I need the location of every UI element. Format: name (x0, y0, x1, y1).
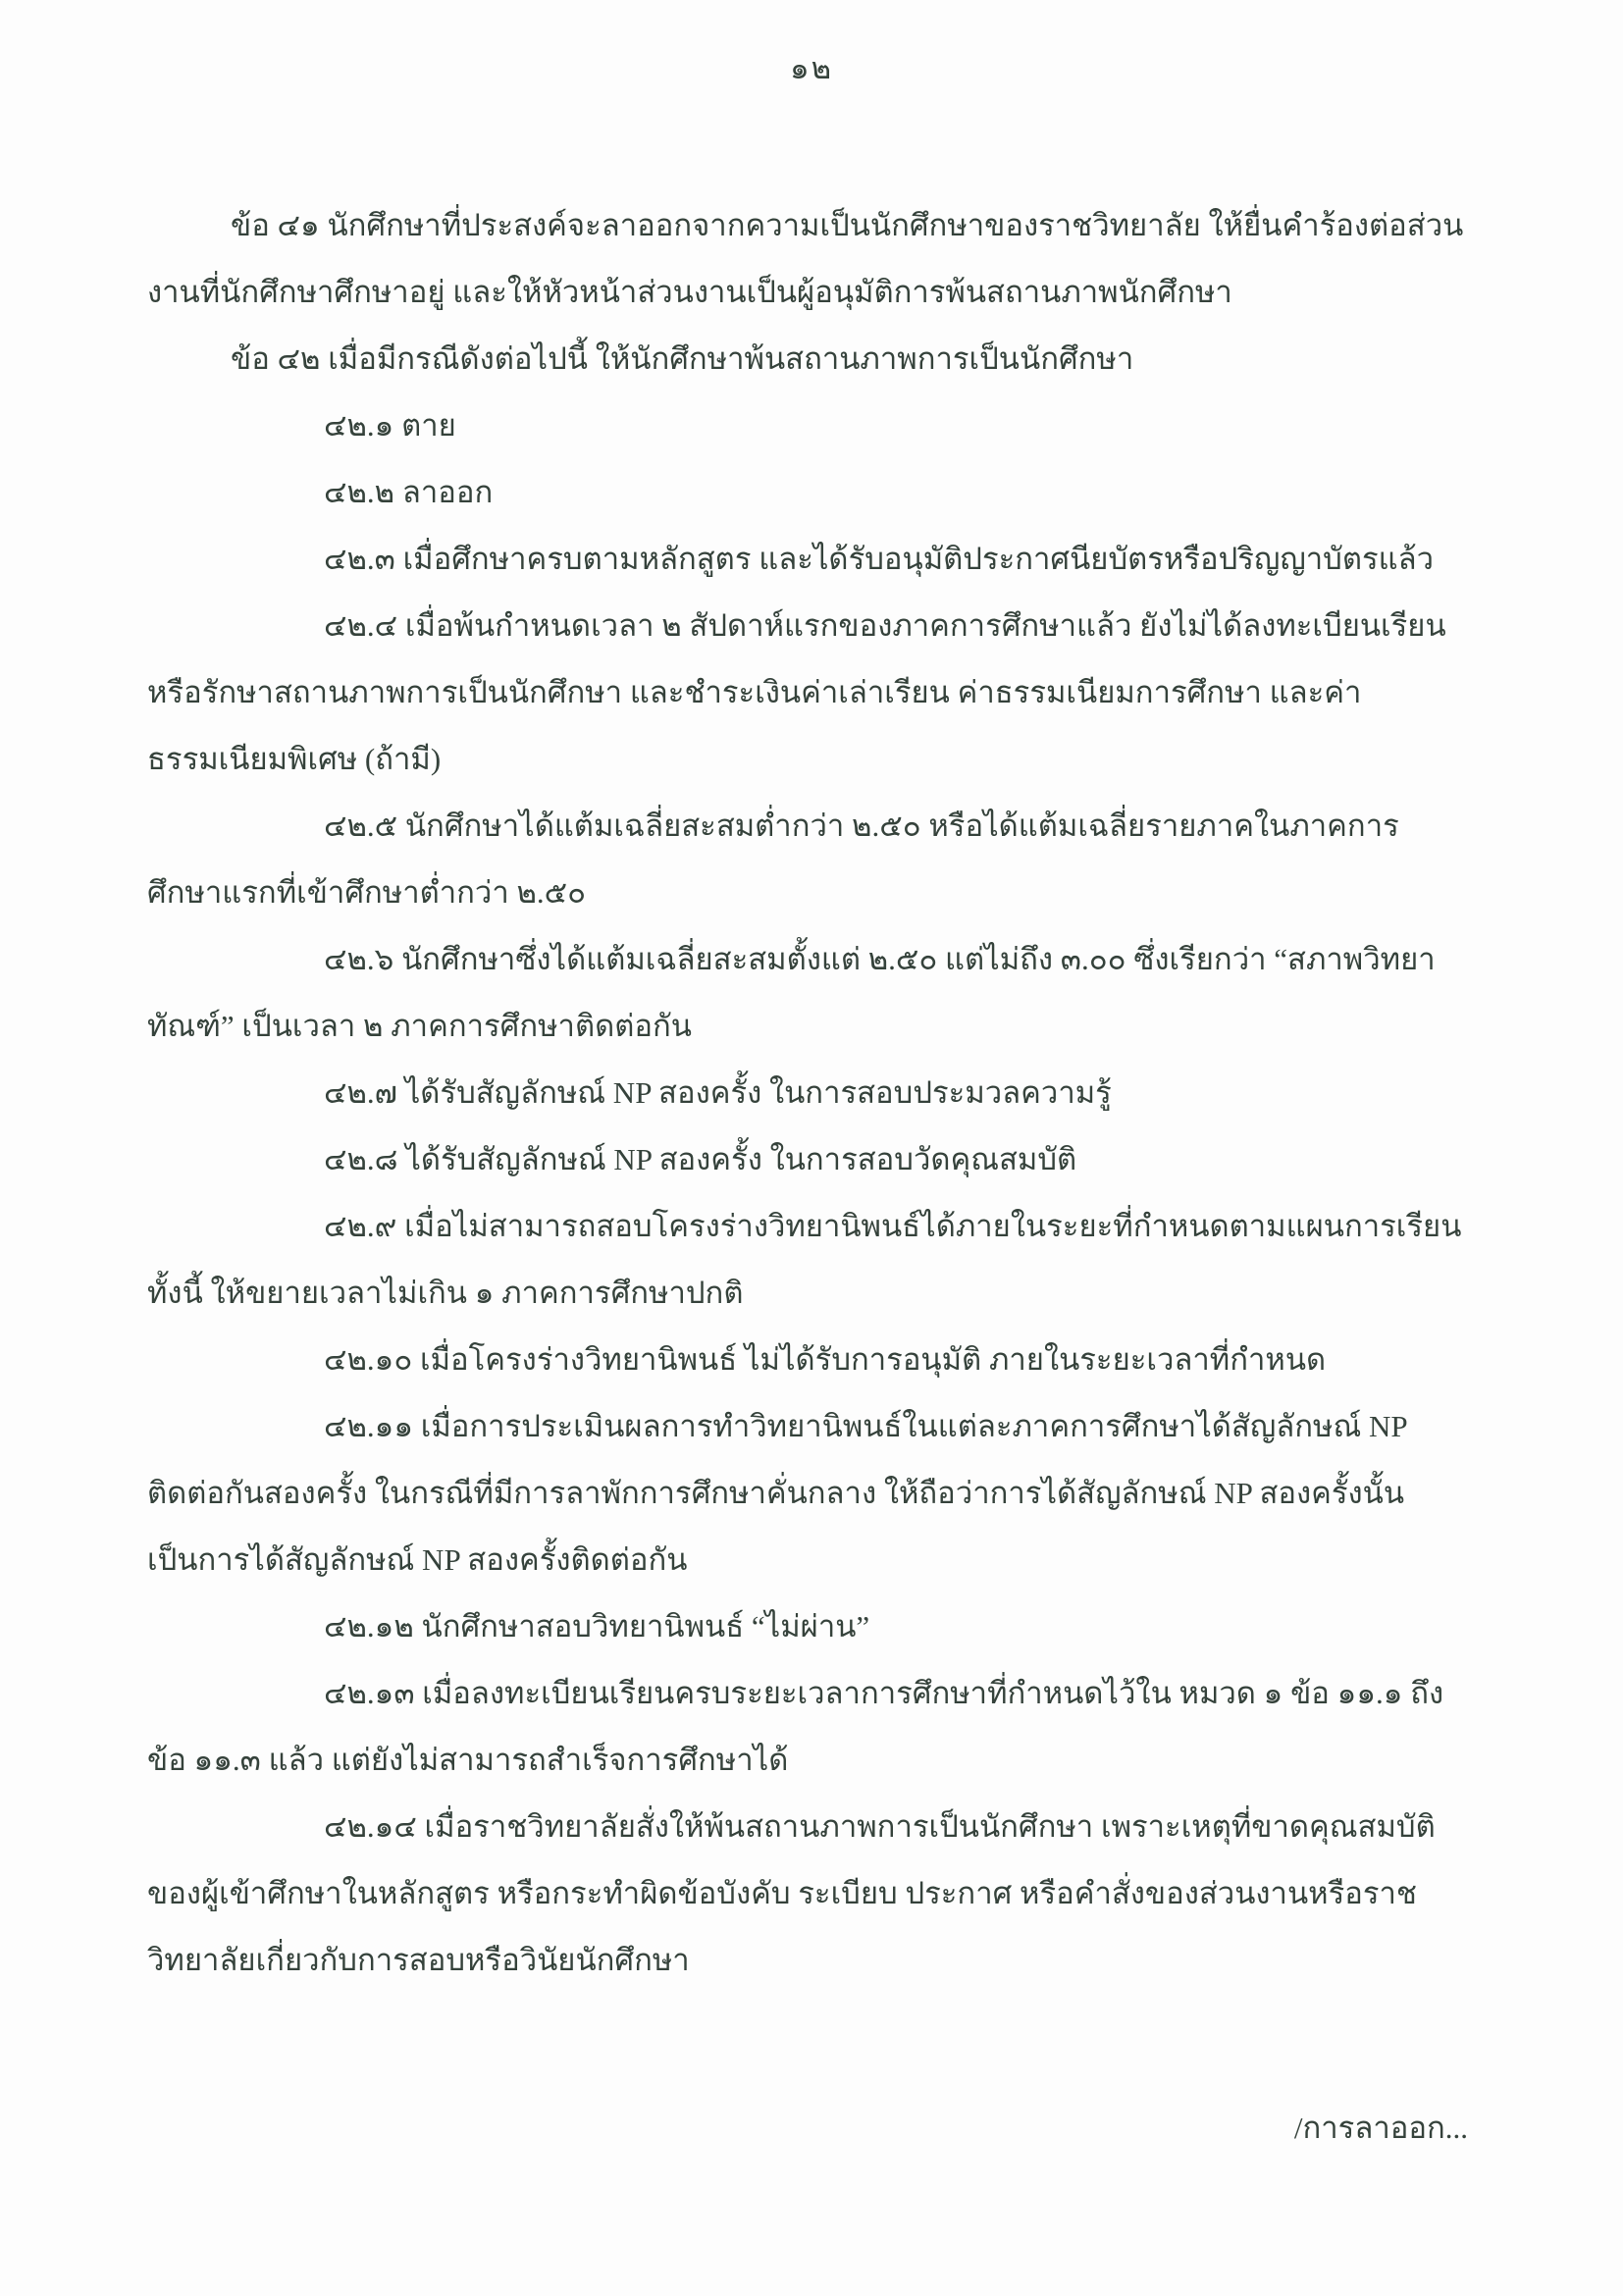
paragraph: ๔๒.๑๑ เมื่อการประเมินผลการทำวิทยานิพนธ์ในแต่ละภาคการศึกษาได้สัญลักษณ์ NP ติดต่อกันสองครั้ง ในกรณีที่มีการลาพักการศึกษาคั่นกลาง ให้ถือว่าการได้สัญลักษณ์ NP สองครั้งนั้นเป็นการได้สัญลักษณ์ NP สองครั้งติดต่อกัน (147, 1409, 1407, 1577)
paragraph: ๔๒.๓ เมื่อศึกษาครบตามหลักสูตร และได้รับอนุมัติประกาศนียบัตรหรือปริญญาบัตรแล้ว (324, 542, 1435, 576)
paragraph: ๔๒.๖ นักศึกษาซึ่งได้แต้มเฉลี่ยสะสมตั้งแต่ ๒.๕๐ แต่ไม่ถึง ๓.๐๐ ซึ่งเรียกว่า “สภาพวิทยาทัณฑ์” เป็นเวลา ๒ ภาคการศึกษาติดต่อกัน (147, 942, 1436, 1043)
document-body (0, 192, 1623, 1994)
paragraph: ๔๒.๒ ลาออก (324, 475, 494, 509)
paragraph: ๔๒.๙ เมื่อไม่สามารถสอบโครงร่างวิทยานิพนธ์ได้ภายในระยะที่กำหนดตามแผนการเรียน ทั้งนี้ ให้ขยายเวลาไม่เกิน ๑ ภาคการศึกษาปกติ (147, 1209, 1462, 1310)
paragraph: ๔๒.๑ ตาย (324, 408, 456, 443)
paragraph: ๔๒.๔ เมื่อพ้นกำหนดเวลา ๒ สัปดาห์แรกของภาคการศึกษาแล้ว ยังไม่ได้ลงทะเบียนเรียนหรือรักษาสถานภาพการเป็นนักศึกษา และชำระเงินค่าเล่าเรียน ค่าธรรมเนียมการศึกษา และค่าธรรมเนียมพิเศษ (ถ้ามี) (147, 608, 1446, 776)
paragraph: ข้อ ๔๑ นักศึกษาที่ประสงค์จะลาออกจากความเป็นนักศึกษาของราชวิทยาลัย ให้ยื่นคำร้องต่อส่วนงานที่นักศึกษาศึกษาอยู่ และให้หัวหน้าส่วนงานเป็นผู้อนุมัติการพ้นสถานภาพนักศึกษา (147, 208, 1464, 309)
paragraph: ข้อ ๔๒ เมื่อมีกรณีดังต่อไปนี้ ให้นักศึกษาพ้นสถานภาพการเป็นนักศึกษา (231, 341, 1134, 376)
paragraph: ๔๒.๗ ได้รับสัญลักษณ์ NP สองครั้ง ในการสอบประมวลความรู้ (324, 1075, 1112, 1110)
page-number: ๑๒ (789, 51, 834, 85)
footer-continuation-mark: /การลาออก... (1293, 2111, 1468, 2145)
paragraph: ๔๒.๑๓ เมื่อลงทะเบียนเรียนครบระยะเวลาการศึกษาที่กำหนดไว้ใน หมวด ๑ ข้อ ๑๑.๑ ถึงข้อ ๑๑.๓ แล้ว แต่ยังไม่สามารถสำเร็จการศึกษาได้ (147, 1676, 1444, 1777)
paragraph: ๔๒.๑๐ เมื่อโครงร่างวิทยานิพนธ์ ไม่ได้รับการอนุมัติ ภายในระยะเวลาที่กำหนด (324, 1342, 1327, 1377)
paragraph: ๔๒.๕ นักศึกษาได้แต้มเฉลี่ยสะสมต่ำกว่า ๒.๕๐ หรือได้แต้มเฉลี่ยรายภาคในภาคการศึกษาแรกที่เข้าศึกษาต่ำกว่า ๒.๕๐ (147, 809, 1399, 910)
paragraph: ๔๒.๑๔ เมื่อราชวิทยาลัยสั่งให้พ้นสถานภาพการเป็นนักศึกษา เพราะเหตุที่ขาดคุณสมบัติของผู้เข้าศึกษาในหลักสูตร หรือกระทำผิดข้อบังคับ ระเบียบ ประกาศ หรือคำสั่งของส่วนงานหรือราชวิทยาลัยเกี่ยวกับการสอบหรือวินัยนักศึกษา (147, 1809, 1436, 1977)
paragraph: ๔๒.๑๒ นักศึกษาสอบวิทยานิพนธ์ “ไม่ผ่าน” (324, 1609, 870, 1644)
paragraph: ๔๒.๘ ได้รับสัญลักษณ์ NP สองครั้ง ในการสอบวัดคุณสมบัติ (324, 1142, 1077, 1176)
